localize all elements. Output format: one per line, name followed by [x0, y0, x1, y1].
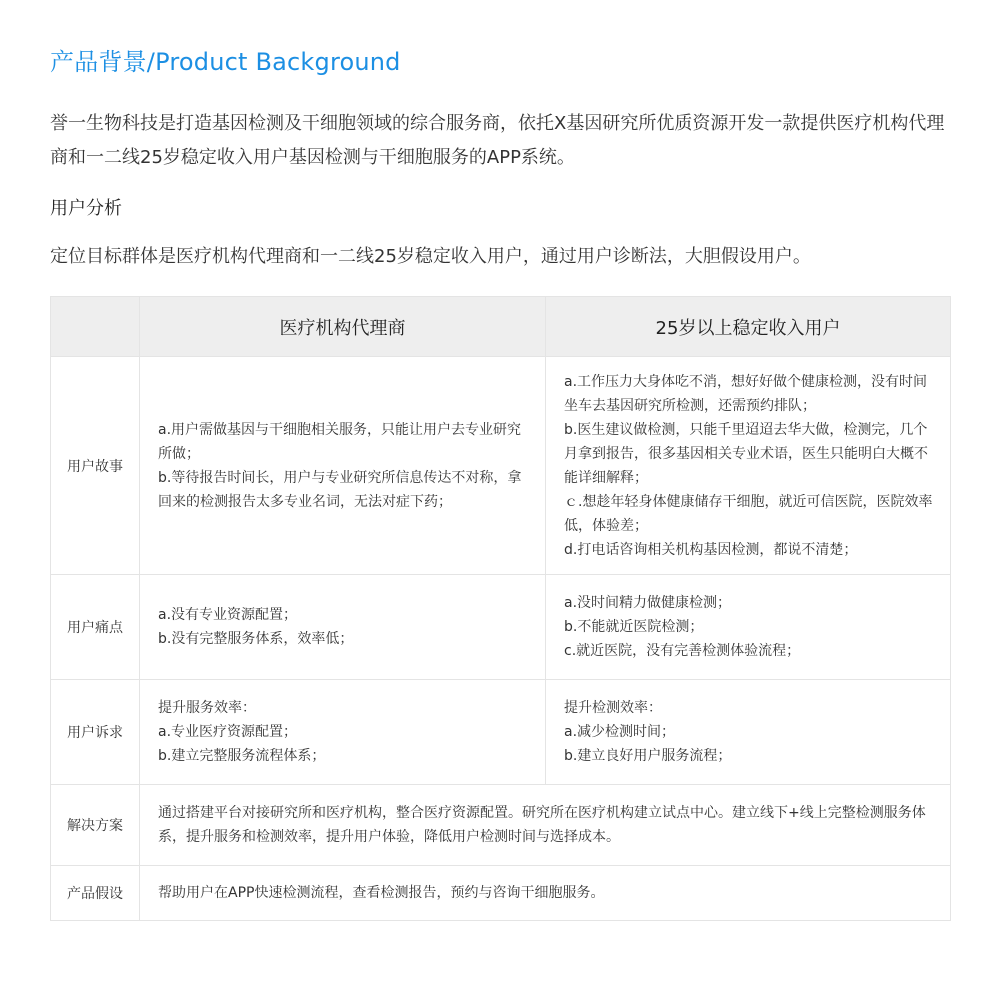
- list-item: b.等待报告时间长，用户与专业研究所信息传达不对称，拿回来的检测报告太多专业名词，无法对症下药；: [158, 469, 522, 510]
- user-analysis-heading: 用户分析: [50, 198, 122, 219]
- list-item: b.不能就近医院检测；: [564, 619, 704, 635]
- list-item: b.建立完整服务流程体系；: [158, 748, 326, 764]
- list-item: b.医生建议做检测，只能千里迢迢去华大做，检测完，几个月拿到报告，很多基因相关专业术语，医生只能明白大概不能详细解释；: [564, 421, 928, 486]
- list-item: d.打电话咨询相关机构基因检测，都说不清楚；: [564, 541, 858, 558]
- table-header-agents: 医疗机构代理商: [140, 297, 546, 357]
- user-story-users: [546, 357, 951, 575]
- pain-points-users: [546, 575, 951, 680]
- row-label-user-story: 用户故事: [51, 357, 140, 575]
- page-title: 产品背景/Product Background: [50, 48, 401, 76]
- list-item: 提升检测效率：: [564, 700, 662, 716]
- list-item: a.专业医疗资源配置；: [158, 724, 298, 740]
- list-item: b.建立良好用户服务流程；: [564, 748, 732, 764]
- user-analysis-paragraph: 定位目标群体是医疗机构代理商和一二线25岁稳定收入用户，通过用户诊断法，大胆假设用户。: [50, 246, 811, 267]
- row-label-solution: 解决方案: [51, 785, 140, 866]
- user-appeals-users: [546, 680, 951, 785]
- list-item: 提升服务效率：: [158, 700, 256, 716]
- list-item: a.减少检测时间；: [564, 724, 676, 740]
- table-row-user-story: [51, 357, 951, 575]
- table-header-blank: [51, 297, 140, 357]
- list-item: a.工作压力大身体吃不消，想好好做个健康检测，没有时间坐车去基因研究所检测，还需预约排队；: [564, 373, 928, 414]
- table-row-solution: [51, 785, 951, 866]
- list-item: a.没有专业资源配置；: [158, 607, 298, 623]
- hypothesis-text: 帮助用户在APP快速检测流程，查看检测报告，预约与咨询干细胞服务。: [140, 866, 951, 921]
- table-header-users: 25岁以上稳定收入用户: [546, 297, 951, 357]
- background-paragraph: 誉一生物科技是打造基因检测及干细胞领域的综合服务商，依托X基因研究所优质资源开发一款提供医疗机构代理商和一二线25岁稳定收入用户基因检测与干细胞服务的APP系统。: [50, 113, 945, 168]
- user-appeals-agents: [140, 680, 546, 785]
- list-item: c.就近医院，没有完善检测体验流程；: [564, 643, 801, 659]
- list-item: a.用户需做基因与干细胞相关服务，只能让用户去专业研究所做；: [158, 421, 522, 462]
- row-label-hypothesis: 产品假设: [51, 866, 140, 921]
- row-label-pain-points: 用户痛点: [51, 575, 140, 680]
- list-item: b.没有完整服务体系，效率低；: [158, 631, 354, 647]
- table-row-pain-points: [51, 575, 951, 680]
- table-header-row: [51, 297, 951, 357]
- solution-text: 通过搭建平台对接研究所和医疗机构，整合医疗资源配置。研究所在医疗机构建立试点中心。建立线下+线上完整检测服务体系，提升服务和检测效率，提升用户体验，降低用户检测时间与选择成本。: [140, 785, 951, 866]
- table-row-user-appeals: [51, 680, 951, 785]
- table-row-hypothesis: [51, 866, 951, 921]
- user-analysis-table: [50, 296, 951, 921]
- list-item: a.没时间精力做健康检测；: [564, 595, 732, 611]
- user-story-agents: [140, 357, 546, 575]
- pain-points-agents: [140, 575, 546, 680]
- list-item: ｃ.想趁年轻身体健康储存干细胞，就近可信医院，医院效率低，体验差；: [564, 493, 933, 534]
- row-label-user-appeals: 用户诉求: [51, 680, 140, 785]
